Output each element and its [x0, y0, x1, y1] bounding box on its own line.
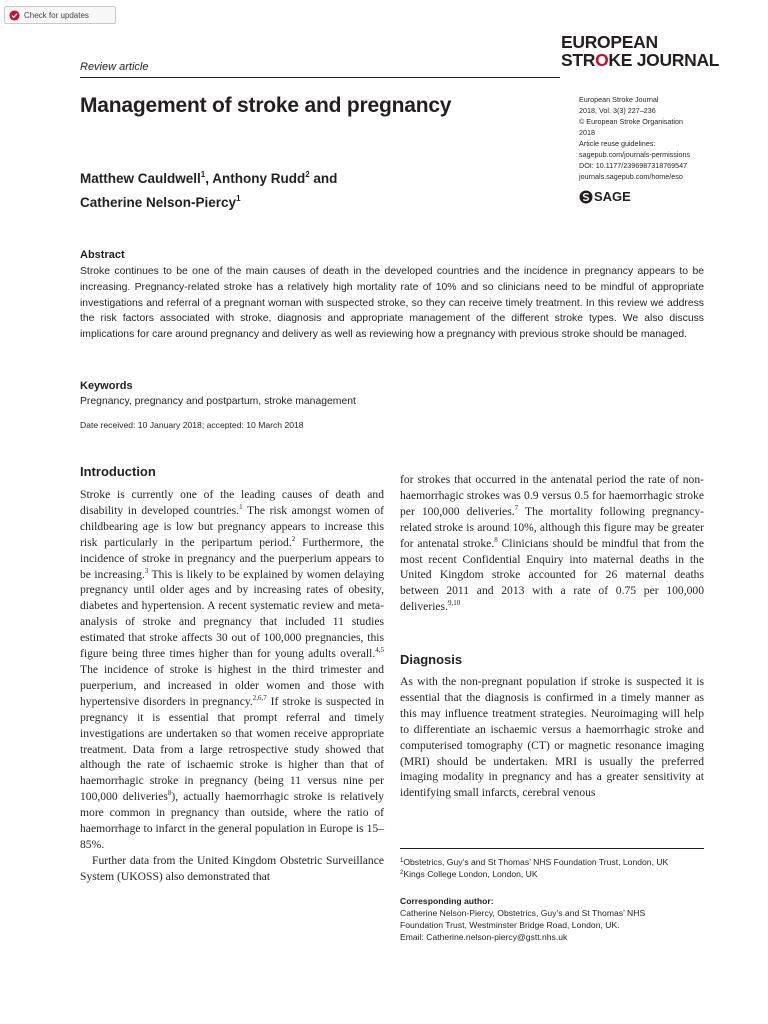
check-updates-label: Check for updates [24, 10, 89, 20]
corr-address-1: Catherine Nelson-Piercy, Obstetrics, Guy’s and St Thomas’ NHS [400, 908, 646, 918]
article-type: Review article [80, 61, 149, 73]
publisher-name: SAGE [594, 189, 631, 204]
journal-logo-line1: EUROPEAN [561, 32, 658, 52]
journal-logo [561, 33, 719, 69]
meta-copyright: © European Stroke Organisation [579, 117, 683, 126]
diagnosis-column [400, 674, 704, 801]
intro-paragraph-2: Further data from the United Kingdom Obstetric Surveillance System (UKOSS) also demonstrated that [80, 853, 384, 883]
intro-paragraph-3: for strokes that occurred in the antenatal period the rate of non-haemorrhagic strokes was 0.9 versus 0.5 for haemorrhagic stroke per 100,000 deliveries.$^7$ The mortality following pregnancy-related stroke is around 10%, although this figure may be greater for antenatal stroke.$^8$ Clinicians should be mindful that from the most recent Confidential Enquiry into maternal deaths in the United Kingdom stroke accounted for 26 maternal deaths between 2011 and 2013 with a rate of 0.75 per 100,000 deliveries.$^{9,10}$ [400, 473, 705, 614]
check-for-updates-badge[interactable] [4, 6, 116, 24]
affiliation-1: $^1$Obstetrics, Guy’s and St Thomas’ NHS Foundation Trust, London, UK [400, 857, 669, 867]
header-rule [80, 77, 560, 78]
corresponding-author [400, 895, 710, 943]
footnote-rule [400, 848, 704, 849]
author-list [80, 165, 337, 213]
publisher-logo [579, 189, 631, 204]
meta-reuse: Article reuse guidelines: [579, 139, 656, 148]
meta-doi[interactable]: DOI: 10.1177/2396987318769547 [579, 161, 688, 170]
sage-logo-icon [579, 190, 593, 204]
intro-paragraph-1: Stroke is currently one of the leading causes of death and disability in developed countries.$^1$ The risk amongst women of childbearing age is low but pregnancy appears to increase this risk particularly in the peripartum period.$^2$ Furthermore, the incidence of stroke in pregnancy and the puerperium appears to be increasing.$^3$ This is likely to be explained by women delaying pregnancy until older ages and by increasing rates of obesity, diabetes and hypertension. A recent systematic review and meta-analysis of stroke and pregnancy that included 11 studies estimated that stroke affects 30 out of 100,000 pregnancies, this figure being three times higher than for young adults overall.$^{4,5}$ The incidence of stroke is highest in the third trimester and puerperium, and increased in older women and those with hypertensive disorders in pregnancy.$^{2,6,7}$ If stroke is suspected in pregnancy it is essential that prompt referral and timely investigations are undertaken so that women receive appropriate treatment. Data from a large retrospective study showed that although the rate of ischaemic stroke is higher than that of haemorrhagic stroke in pregnancy (being 11 versus nine per 100,000 deliveries$^8$), actually haemorrhagic stroke is relatively more common in pregnancy than outside, where the ratio of haemorrhage to infarct in the general population in Europe is 15–85%. [80, 488, 385, 851]
journal-meta [579, 94, 719, 182]
introduction-heading: Introduction [80, 464, 156, 479]
meta-year: 2018 [579, 128, 595, 137]
meta-volume: 2018, Vol. 3(3) 227–236 [579, 106, 656, 115]
affiliations [400, 856, 710, 880]
diagnosis-paragraph: As with the non-pregnant population if stroke is suspected it is essential that the diagnosis is confirmed in a timely manner as this may influence treatment strategies. Neuroimaging will help to differentiate an ischaemic versus a haemorrhagic stroke and computerised tomography (CT) or magnetic resonance imaging (MRI) should be undertaken. MRI is usually the preferred imaging modality in pregnancy and has a greater sensitivity at identifying small infarcts, cerebral venous [400, 675, 704, 800]
corr-address-2: Foundation Trust, Westminster Bridge Road, London, UK. [400, 920, 620, 930]
article-title: Management of stroke and pregnancy [80, 94, 452, 117]
authors-line1: Matthew Cauldwell$^1$, Anthony Rudd$^2$ and [80, 170, 338, 186]
check-updates-icon [9, 10, 20, 21]
corr-email[interactable]: Email: Catherine.nelson-piercy@gstt.nhs.uk [400, 932, 568, 942]
date-received: Date received: 10 January 2018; accepted: 10 March 2018 [80, 420, 304, 430]
affiliation-2: $^2$Kings College London, London, UK [400, 869, 538, 879]
meta-journal: European Stroke Journal [579, 95, 659, 104]
meta-journal-link[interactable]: journals.sagepub.com/home/eso [579, 172, 683, 181]
right-column [400, 472, 704, 615]
authors-line2: Catherine Nelson-Piercy$^1$ [80, 194, 241, 210]
meta-permissions-link[interactable]: sagepub.com/journals-permissions [579, 150, 691, 159]
left-column [80, 487, 384, 885]
abstract-text: Stroke continues to be one of the main causes of death in the developed countries and the incidence in pregnancy appears to be increasing. Pregnancy-related stroke has a relatively high mortality rate of 10% and so clinicians need to be mindful of appropriate investigations and referral of a pregnant woman with suspected stroke, so they can receive timely treatment. In this review we address the risk factors associated with stroke, diagnosis and appropriate management of the different stroke types. We also discuss implications for care around pregnancy and delivery as well as reviewing how a pregnancy with previous stroke should be managed. [80, 266, 704, 341]
keywords-text: Pregnancy, pregnancy and postpartum, stroke management [80, 396, 356, 407]
abstract-heading: Abstract [80, 249, 125, 261]
keywords-heading: Keywords [80, 380, 133, 392]
journal-logo-line2: STROKE JOURNAL [561, 50, 720, 70]
corresponding-author-heading: Corresponding author: [400, 896, 494, 906]
diagnosis-heading: Diagnosis [400, 652, 463, 667]
